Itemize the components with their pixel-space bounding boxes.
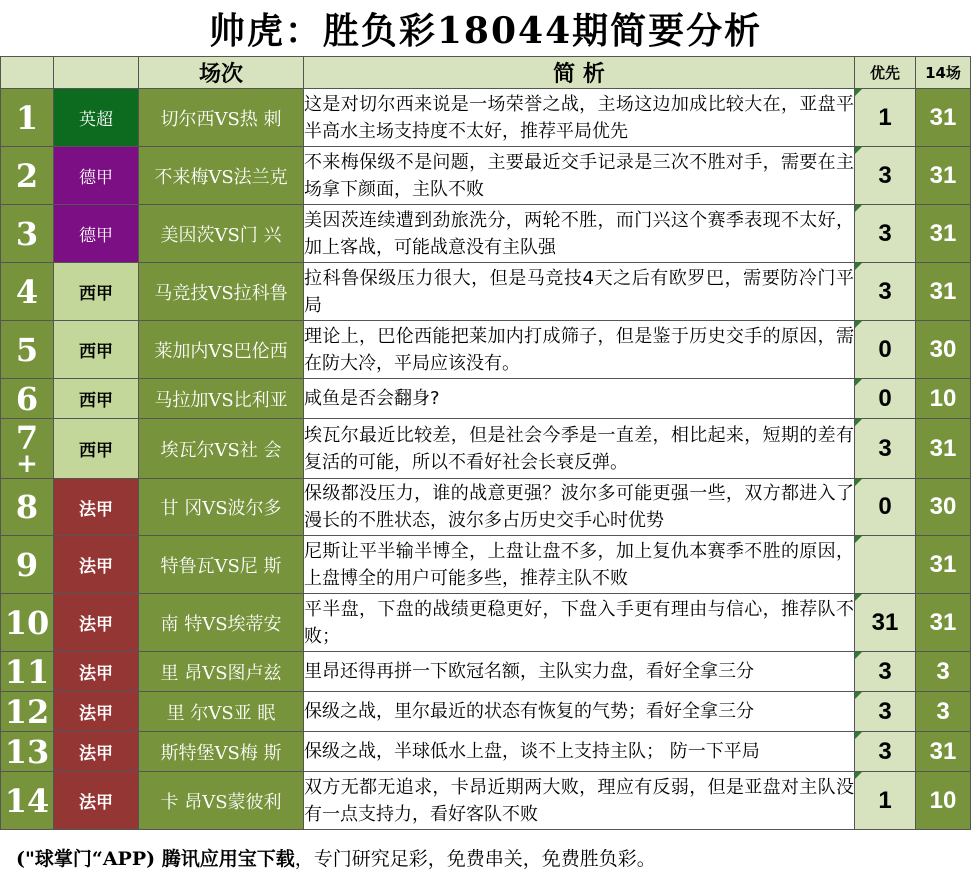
match-cell: 特鲁瓦VS尼 斯 (139, 536, 304, 594)
row-number (1, 536, 54, 594)
row-number-text: 7 (15, 418, 39, 457)
pick-cell: 3 (855, 147, 916, 205)
pick-cell: 0 (855, 479, 916, 536)
analysis-cell: 拉科鲁保级压力很大，但是马竞技4天之后有欧罗巴，需要防冷门平局 (304, 263, 855, 321)
pick14-cell: 10 (916, 772, 971, 830)
match-cell: 埃瓦尔VS社 会 (139, 419, 304, 479)
row-number (1, 479, 54, 536)
match-cell: 马拉加VS比利亚 (139, 379, 304, 419)
table-row (1, 479, 971, 536)
row-plus-mark: + (16, 448, 38, 479)
league-cell: 法甲 (54, 732, 139, 772)
row-number (1, 419, 54, 479)
row-number (1, 379, 54, 419)
row-number-text: 3 (15, 214, 39, 253)
analysis-cell: 这是对切尔西来说是一场荣誉之战，主场这边加成比较大在，亚盘平半高水主场支持度不太好，推荐平局优先 (304, 89, 855, 147)
league-cell: 法甲 (54, 536, 139, 594)
row-number (1, 594, 54, 652)
analysis-cell: 不来梅保级不是问题，主要最近交手记录是三次不胜对手，需要在主场拿下颜面，主队不败 (304, 147, 855, 205)
analysis-cell: 美因茨连续遭到劲旅洗分，两轮不胜，而门兴这个赛季表现不太好，加上客战，可能战意没有主队强 (304, 205, 855, 263)
match-cell: 里 昂VS图卢兹 (139, 652, 304, 692)
match-cell: 甘 冈VS波尔多 (139, 479, 304, 536)
table-row (1, 263, 971, 321)
pick14-cell: 31 (916, 419, 971, 479)
pick-cell: 1 (855, 89, 916, 147)
analysis-cell: 理论上，巴伦西能把莱加内打成筛子，但是鉴于历史交手的原因，需在防大冷，平局应该没有。 (304, 321, 855, 379)
row-number-text: 1 (15, 98, 39, 137)
pick14-cell: 3 (916, 652, 971, 692)
league-cell: 法甲 (54, 594, 139, 652)
table-row (1, 321, 971, 379)
league-cell: 法甲 (54, 772, 139, 830)
pick14-cell: 30 (916, 479, 971, 536)
pick-cell: 31 (855, 594, 916, 652)
pick-cell: 0 (855, 379, 916, 419)
league-cell: 西甲 (54, 419, 139, 479)
league-cell: 英超 (54, 89, 139, 147)
league-cell: 德甲 (54, 205, 139, 263)
match-cell: 美因茨VS门 兴 (139, 205, 304, 263)
pick14-cell: 31 (916, 205, 971, 263)
row-number-text: 12 (4, 692, 50, 731)
pick14-cell: 31 (916, 89, 971, 147)
row-number-text: 11 (4, 652, 50, 691)
analysis-cell: 埃瓦尔最近比较差，但是社会今季是一直差，相比起来，短期的差有复活的可能，所以不看好社会长衰反弹。 (304, 419, 855, 479)
row-number (1, 89, 54, 147)
pick-cell: 3 (855, 205, 916, 263)
row-number-text: 9 (15, 545, 39, 584)
analysis-cell: 咸鱼是否会翻身? (304, 379, 855, 419)
row-number-text: 14 (4, 781, 50, 820)
table-row (1, 379, 971, 419)
header-analysis: 简 析 (304, 57, 855, 89)
analysis-cell: 双方无都无追求，卡昂近期两大败，理应有反弱，但是亚盘对主队没有一点支持力，看好客队不败 (304, 772, 855, 830)
analysis-cell: 保级之战，里尔最近的状态有恢复的气势；看好全拿三分 (304, 692, 855, 732)
row-number (1, 263, 54, 321)
table-row (1, 205, 971, 263)
league-cell: 法甲 (54, 652, 139, 692)
league-cell: 德甲 (54, 147, 139, 205)
header-blank-1 (1, 57, 54, 89)
header-blank-2 (54, 57, 139, 89)
row-number (1, 147, 54, 205)
pick-cell: 0 (855, 321, 916, 379)
footer-bold-text: ("球掌门“APP) 腾讯应用宝下载 (16, 847, 295, 870)
table-row (1, 536, 971, 594)
pick14-cell: 10 (916, 379, 971, 419)
match-cell: 南 特VS埃蒂安 (139, 594, 304, 652)
row-number (1, 321, 54, 379)
row-number (1, 772, 54, 830)
pick-cell: 3 (855, 732, 916, 772)
table-row (1, 89, 971, 147)
row-number-text: 4 (15, 272, 39, 311)
analysis-cell: 平半盘，下盘的战绩更稳更好，下盘入手更有理由与信心，推荐队不败； (304, 594, 855, 652)
league-cell: 法甲 (54, 479, 139, 536)
row-number-text: 10 (4, 603, 50, 642)
table-row (1, 652, 971, 692)
header-pick14: 14场 (916, 57, 971, 89)
match-cell: 切尔西VS热 刺 (139, 89, 304, 147)
pick-cell: 3 (855, 692, 916, 732)
analysis-cell: 保级之战，半球低水上盘，谈不上支持主队； 防一下平局 (304, 732, 855, 772)
match-cell: 不来梅VS法兰克 (139, 147, 304, 205)
row-number (1, 692, 54, 732)
row-number (1, 732, 54, 772)
header-row (1, 57, 971, 89)
pick-cell: 3 (855, 419, 916, 479)
row-number-text: 8 (15, 488, 39, 526)
table-row (1, 147, 971, 205)
league-cell: 西甲 (54, 379, 139, 419)
pick-cell: 3 (855, 263, 916, 321)
pick-cell: 1 (855, 772, 916, 830)
pick14-cell: 31 (916, 536, 971, 594)
match-cell: 马竞技VS拉科鲁 (139, 263, 304, 321)
match-cell: 里 尔VS亚 眠 (139, 692, 304, 732)
league-cell: 法甲 (54, 692, 139, 732)
row-number (1, 205, 54, 263)
pick14-cell: 31 (916, 263, 971, 321)
match-cell: 卡 昂VS蒙彼利 (139, 772, 304, 830)
pick14-cell: 31 (916, 147, 971, 205)
table-row (1, 692, 971, 732)
row-number (1, 652, 54, 692)
match-cell: 莱加内VS巴伦西 (139, 321, 304, 379)
pick14-cell: 30 (916, 321, 971, 379)
analysis-table (0, 56, 971, 830)
analysis-cell: 保级都没压力，谁的战意更强？波尔多可能更强一些，双方都进入了漫长的不胜状态，波尔多占历史交手心时优势 (304, 479, 855, 536)
analysis-cell: 尼斯让平半输半博全，上盘让盘不多，加上复仇本赛季不胜的原因，上盘博全的用户可能多些，推荐主队不败 (304, 536, 855, 594)
row-number-text: 13 (4, 732, 50, 771)
table-row (1, 419, 971, 479)
pick-cell: 3 (855, 652, 916, 692)
pick14-cell: 31 (916, 732, 971, 772)
league-cell: 西甲 (54, 263, 139, 321)
pick-cell (855, 536, 916, 594)
analysis-cell: 里昂还得再拼一下欧冠名额，主队实力盘，看好全拿三分 (304, 652, 855, 692)
page-title: 帅虎：胜负彩18044期简要分析 (0, 0, 971, 58)
table-row (1, 594, 971, 652)
row-number-text: 5 (15, 330, 39, 369)
pick14-cell: 3 (916, 692, 971, 732)
match-cell: 斯特堡VS梅 斯 (139, 732, 304, 772)
footer-note (0, 832, 971, 882)
header-pick: 优先 (855, 57, 916, 89)
row-number-text: 6 (15, 379, 39, 418)
header-match: 场次 (139, 57, 304, 89)
row-number-text: 2 (15, 156, 39, 195)
table-row (1, 732, 971, 772)
pick14-cell: 31 (916, 594, 971, 652)
footer-rest-text: ，专门研究足彩，免费串关，免费胜负彩。 (294, 847, 656, 870)
table-row (1, 772, 971, 830)
league-cell: 西甲 (54, 321, 139, 379)
